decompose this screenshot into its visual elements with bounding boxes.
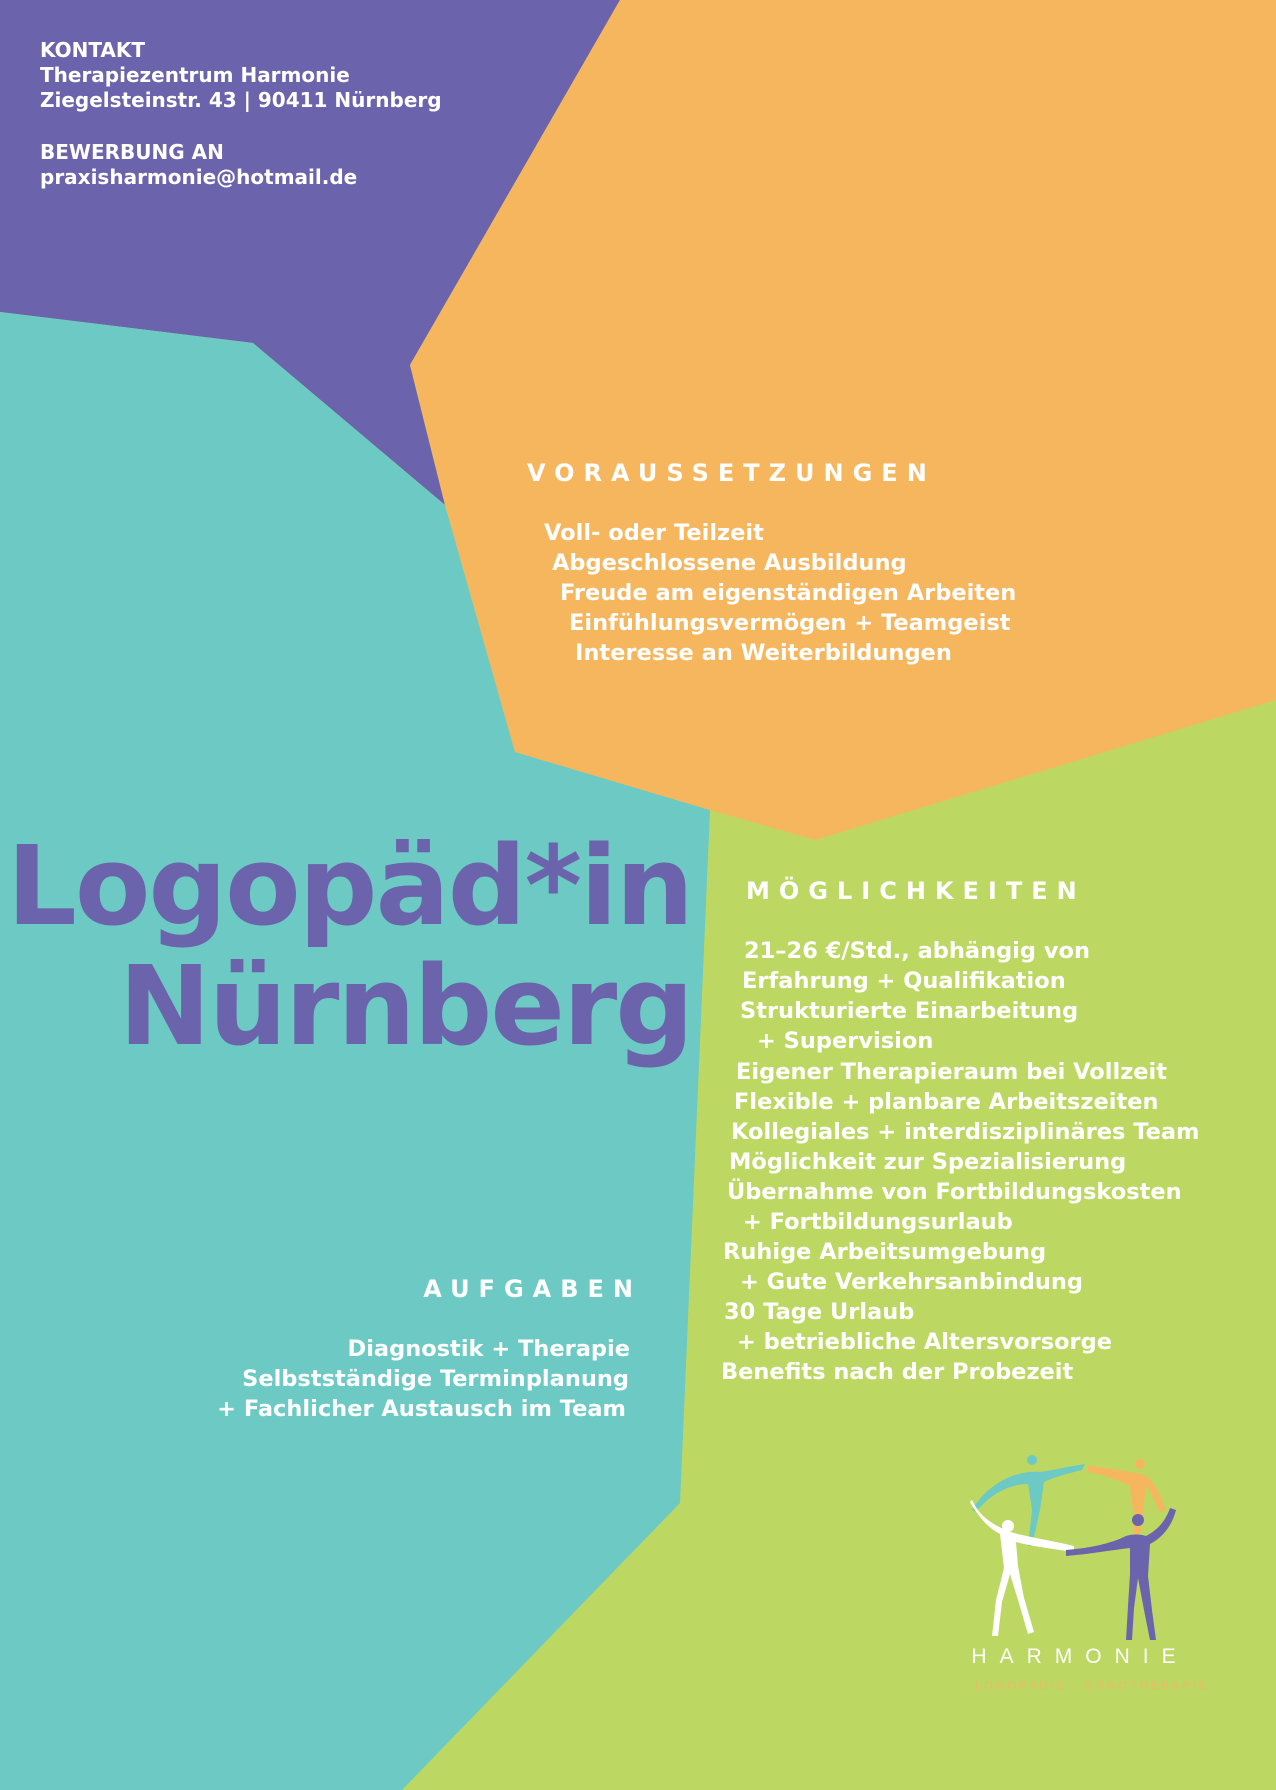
contact-name: Therapiezentrum Harmonie <box>40 63 350 87</box>
requirements-item: Interesse an Weiterbildungen <box>575 640 952 666</box>
tasks-heading: AUFGABEN <box>423 1275 642 1303</box>
job-title <box>6 822 692 1070</box>
job-title-line-2: Nürnberg <box>118 942 692 1070</box>
requirements-item: Abgeschlossene Ausbildung <box>552 550 907 576</box>
contact-heading: KONTAKT <box>40 38 146 62</box>
job-title-line-1: Logopäd*in <box>6 822 692 950</box>
contact-address: Ziegelsteinstr. 43 | 90411 Nürnberg <box>40 88 442 112</box>
application-email-link[interactable]: praxisharmonie@hotmail.de <box>40 165 358 189</box>
opportunities-line: Möglichkeit zur Spezialisierung <box>729 1149 1127 1175</box>
opportunities-line: 21–26 €/Std., abhängig von <box>744 938 1090 964</box>
contact-block <box>40 38 442 190</box>
opportunities-line: + Gute Verkehrsanbindung <box>740 1269 1083 1295</box>
brand-name: HARMONIE <box>971 1645 1189 1668</box>
opportunities-heading: MÖGLICHKEITEN <box>746 877 1086 905</box>
opportunities-line: + Fortbildungsurlaub <box>743 1209 1013 1235</box>
requirements-heading: VORAUSSETZUNGEN <box>527 459 936 487</box>
opportunities-line: Eigener Therapieraum bei Vollzeit <box>736 1059 1168 1085</box>
requirements-item: Voll- oder Teilzeit <box>544 520 764 546</box>
tasks-item: + Fachlicher Austausch im Team <box>217 1396 626 1422</box>
tasks-item: Selbstständige Terminplanung <box>242 1366 629 1392</box>
application-heading: BEWERBUNG AN <box>40 140 224 164</box>
tasks-item: Diagnostik + Therapie <box>347 1336 630 1362</box>
opportunities-line: Strukturierte Einarbeitung <box>740 998 1079 1024</box>
opportunities-line: Ruhige Arbeitsumgebung <box>723 1239 1047 1265</box>
people-circle-logo-icon <box>970 1450 1209 1710</box>
opportunities-line: + Supervision <box>757 1028 934 1054</box>
opportunities-line: Flexible + planbare Arbeitszeiten <box>734 1089 1159 1115</box>
opportunities-line: Übernahme von Fortbildungskosten <box>727 1179 1182 1205</box>
opportunities-line: Erfahrung + Qualifikation <box>742 968 1066 994</box>
requirements-item: Einfühlungsvermögen + Teamgeist <box>569 610 1011 636</box>
opportunities-line: Kollegiales + interdisziplinäres Team <box>731 1119 1200 1145</box>
requirements-item: Freude am eigenständigen Arbeiten <box>560 580 1017 606</box>
brand-tagline: LOGOPÄDIE · ERGOTHERAPIE <box>975 1680 1209 1692</box>
opportunities-line: 30 Tage Urlaub <box>724 1299 915 1325</box>
opportunities-line: + betriebliche Altersvorsorge <box>737 1329 1113 1355</box>
opportunities-line: Benefits nach der Probezeit <box>721 1359 1074 1385</box>
